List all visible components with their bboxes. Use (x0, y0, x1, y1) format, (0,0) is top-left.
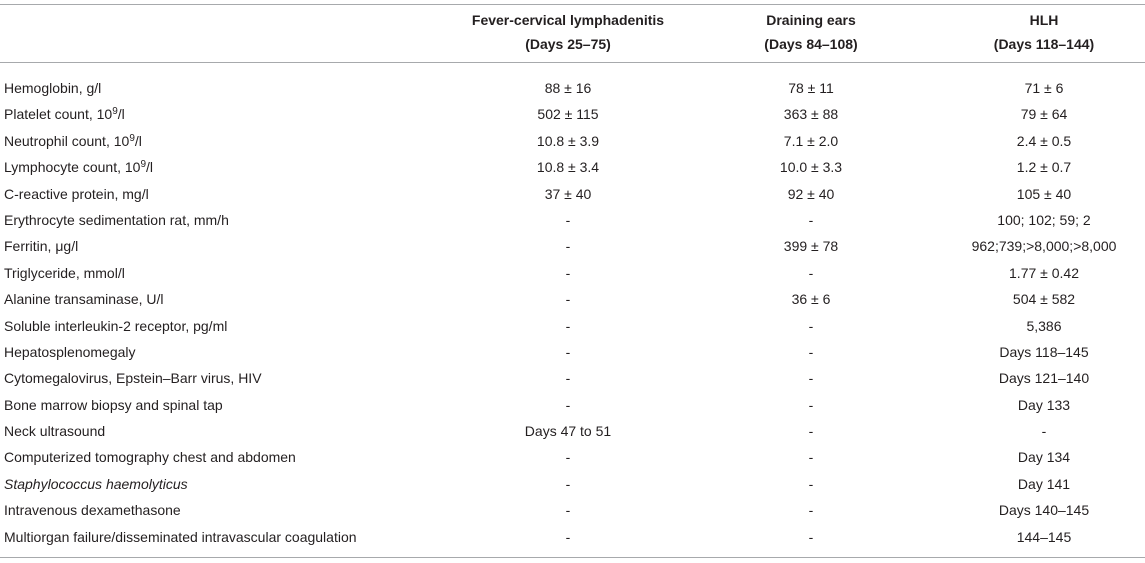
table-row (0, 101, 1145, 127)
row-label (0, 497, 446, 523)
row-label (0, 286, 446, 312)
column-subtitle: (Days 25–75) (525, 36, 611, 52)
column-title: Draining ears (766, 12, 856, 28)
row-label-text: Neutrophil count, 10 (4, 132, 130, 149)
row-label (0, 471, 446, 497)
value-cell: 504 ± 582 (1012, 291, 1076, 308)
row-label (0, 233, 446, 259)
row-label-text: Computerized tomography chest and abdomen (4, 449, 296, 466)
value-cell: - (565, 502, 571, 519)
row-label (0, 392, 446, 418)
value-cell: 5,386 (1026, 317, 1062, 334)
row-label (0, 260, 446, 286)
table-row (0, 260, 1145, 286)
value-cell: 36 ± 6 (791, 291, 831, 308)
table-body (0, 63, 1145, 557)
row-label-text: Neck ultrasound (4, 423, 106, 440)
row-label (0, 365, 446, 391)
column-subtitle: (Days 84–108) (764, 36, 858, 52)
value-cell: Day 133 (1017, 396, 1071, 413)
table-row (0, 339, 1145, 365)
value-cell: - (808, 423, 814, 440)
value-cell: - (1041, 423, 1047, 440)
table-row (0, 365, 1145, 391)
table-row (0, 181, 1145, 207)
value-cell: 363 ± 88 (783, 106, 839, 123)
value-cell: Days 118–145 (999, 343, 1089, 360)
value-cell: - (565, 238, 571, 255)
value-cell: - (808, 317, 814, 334)
value-cell: Days 121–140 (998, 370, 1090, 387)
value-cell: 399 ± 78 (783, 238, 839, 255)
table-row (0, 418, 1145, 444)
value-cell: - (808, 396, 814, 413)
row-label (0, 181, 446, 207)
row-label-text: Platelet count, 10 (4, 106, 113, 123)
row-label-text: Ferritin, μg/l (4, 238, 79, 255)
value-cell: 1.77 ± 0.42 (1009, 264, 1079, 281)
value-cell: - (808, 343, 814, 360)
row-label-text: Erythrocyte sedimentation rat, mm/h (4, 211, 229, 228)
table-row (0, 313, 1145, 339)
row-label (0, 128, 446, 154)
value-cell: 100; 102; 59; 2 (997, 211, 1091, 228)
row-label-suffix: /l (146, 159, 154, 176)
value-cell: 78 ± 11 (788, 80, 834, 96)
row-label-text: Intravenous dexamethasone (4, 502, 181, 519)
row-label-suffix: /l (117, 106, 125, 123)
value-cell: 92 ± 40 (787, 185, 835, 202)
value-cell: - (808, 502, 814, 519)
value-cell: 37 ± 40 (544, 185, 592, 202)
value-cell: - (808, 475, 814, 492)
table-row (0, 233, 1145, 259)
row-label-superscript: 9 (112, 106, 118, 118)
row-label (0, 339, 446, 365)
value-cell: Day 141 (1017, 475, 1071, 492)
table-row (0, 471, 1145, 497)
row-label-text: Alanine transaminase, U/l (4, 291, 164, 308)
value-cell: - (565, 343, 571, 360)
row-label (0, 444, 446, 470)
value-cell: - (808, 449, 814, 466)
value-cell: 10.0 ± 3.3 (779, 159, 843, 176)
value-cell: - (808, 370, 814, 387)
value-cell: 10.8 ± 3.4 (536, 159, 600, 176)
column-title: Fever-cervical lymphadenitis (471, 12, 665, 28)
value-cell: 1.2 ± 0.7 (1016, 159, 1072, 176)
value-cell: Days 140–145 (998, 502, 1090, 519)
value-cell: 2.4 ± 0.5 (1016, 132, 1072, 149)
value-cell: 502 ± 115 (537, 106, 599, 123)
value-cell: - (565, 264, 571, 281)
value-cell: - (565, 370, 571, 387)
table-header (0, 5, 1145, 63)
row-label-text: Staphylococcus haemolyticus (4, 475, 188, 492)
table-row (0, 524, 1145, 550)
value-cell: - (565, 291, 571, 308)
value-cell: - (565, 396, 571, 413)
row-label-text: Cytomegalovirus, Epstein–Barr virus, HIV (4, 370, 262, 387)
table-row (0, 497, 1145, 523)
row-label (0, 154, 446, 180)
value-cell: - (565, 211, 571, 228)
row-label (0, 418, 446, 444)
row-label-text: Hemoglobin, g/l (4, 80, 102, 96)
header-hlh (932, 8, 1145, 62)
table-row (0, 207, 1145, 233)
data-table (0, 4, 1145, 558)
row-label (0, 207, 446, 233)
value-cell: 10.8 ± 3.9 (536, 132, 600, 149)
row-label-text: Lymphocyte count, 10 (4, 159, 141, 176)
row-label-text: Soluble interleukin-2 receptor, pg/ml (4, 317, 228, 334)
value-cell: 105 ± 40 (1016, 185, 1072, 202)
column-subtitle: (Days 118–144) (993, 36, 1095, 52)
table-row (0, 75, 1145, 101)
table-row (0, 444, 1145, 470)
value-cell: - (808, 264, 814, 281)
value-cell: - (565, 475, 571, 492)
row-label-text: Triglyceride, mmol/l (4, 264, 125, 281)
row-label (0, 524, 446, 550)
value-cell: - (565, 317, 571, 334)
row-label-suffix: /l (134, 132, 142, 149)
table-row (0, 154, 1145, 180)
value-cell: 7.1 ± 2.0 (783, 132, 839, 149)
row-label-text: C-reactive protein, mg/l (4, 185, 149, 202)
header-fever-cervical-lymphadenitis (446, 8, 690, 62)
value-cell: 79 ± 64 (1020, 106, 1068, 123)
header-draining-ears (690, 8, 932, 62)
value-cell: Day 134 (1017, 449, 1071, 466)
row-label (0, 101, 446, 127)
value-cell: - (565, 528, 571, 545)
table-row (0, 128, 1145, 154)
header-empty-cell (0, 8, 446, 62)
value-cell: 88 ± 16 (544, 80, 592, 96)
value-cell: Days 47 to 51 (524, 423, 612, 440)
row-label-text: Multiorgan failure/disseminated intravascular coagulation (4, 528, 357, 545)
value-cell: - (565, 449, 571, 466)
row-label (0, 313, 446, 339)
row-label-text: Hepatosplenomegaly (4, 343, 136, 360)
column-title: HLH (1029, 12, 1059, 28)
value-cell: - (808, 528, 814, 545)
row-label-text: Bone marrow biopsy and spinal tap (4, 396, 223, 413)
row-label (0, 75, 446, 101)
value-cell: - (808, 211, 814, 228)
value-cell: 144–145 (1016, 528, 1072, 545)
row-label-superscript: 9 (140, 159, 147, 171)
table-row (0, 286, 1145, 312)
value-cell: 71 ± 6 (1024, 80, 1064, 96)
value-cell: 962;739;>8,000;>8,000 (971, 238, 1117, 255)
row-label-superscript: 9 (129, 132, 135, 144)
table-row (0, 392, 1145, 418)
